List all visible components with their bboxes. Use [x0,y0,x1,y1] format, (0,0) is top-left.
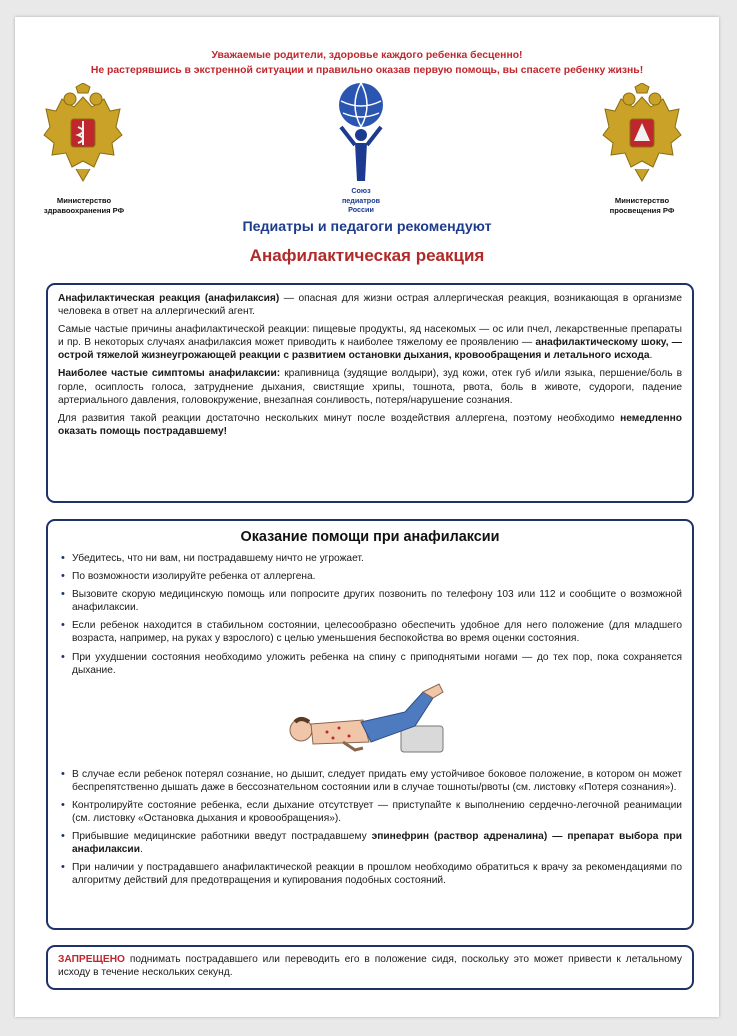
education-ministry-emblem-icon [601,83,683,187]
first-aid-box [46,519,694,930]
epinephrine-text: Прибывшие медицинские работники введут пострадавшему [72,831,372,843]
list-item-epinephrine [58,830,682,856]
union-line2: педиатров [341,195,381,205]
union-line3: России [348,205,374,214]
health-ministry-label [24,196,144,216]
education-ministry-line1: Министерство [614,196,670,205]
first-aid-heading: Оказание помощи при анафилаксии [240,529,500,545]
urgency-bold: немедленно оказать помощь пострадавшему! [58,412,682,437]
list-item: • Вызовите скорую медицинскую помощь или попросите других позвонить по телефону 103 или 112 и сообщите о возможной анафилаксии. [58,588,682,614]
epinephrine-end: . [139,844,143,856]
child-lying-legs-raised-illustration [58,682,682,762]
list-item: • Если ребенок находится в стабильном состоянии, целесообразно обеспечить удобное для него положение (для младшего возраста, например, на руках у взрослого) с целью уменьшения беспокойства во время оценки состояния. [58,619,682,645]
causes-end: . [649,350,653,362]
intro-box [46,283,694,503]
pediatric-union-emblem-icon [331,81,391,187]
causes-bold: анафилактическому шоку, — острой тяжелой жизнеугрожающей реакции с развитием остановки дыхания, кровообращения и летального исхода [58,337,682,362]
recommendation-subtitle: Педиатры и педагоги рекомендуют [242,219,492,235]
list-item: • Убедитесь, что ни вам, ни пострадавшему ничто не угрожает. [58,552,682,565]
symptoms-heading: Наиболее частые симптомы анафилаксии: [58,368,281,380]
list-item: • В случае если ребенок потерял сознание, но дышит, следует придать ему устойчивое боковое положение, в котором он может беспрепятственно дышать даже в бессознательном состоянии или в случае тошноты/рвоты (см. листовку «Потеря сознания»). [58,768,682,794]
recovery-position-icon [283,682,463,762]
intro-symptoms [58,367,682,406]
list-item: • Контролируйте состояние ребенка, если дыхание отсутствует — приступайте к выполнению сердечно-легочной реанимации (см. листовку «Остановка дыхания и кровообращения»). [58,799,682,825]
header-line-1: Уважаемые родители, здоровье каждого ребенка бесценно! [211,50,523,61]
first-aid-list-2 [58,768,682,888]
definition-text: — опасная для жизни острая аллергическая реакция, возникающая в организме человека в ответ на аллергический агент. [58,293,682,318]
intro-urgency [58,412,682,438]
intro-definition [58,292,682,318]
intro-causes [58,323,682,362]
education-ministry-line2: просвещения РФ [609,206,675,215]
definition-term: Анафилактическая реакция (анафилаксия) [58,293,280,304]
urgency-text: Для развития такой реакции достаточно нескольких минут после воздействия аллергена, поэтому необходимо [58,412,621,424]
union-line1: Союз [351,186,371,195]
health-ministry-emblem-icon [42,83,124,187]
pediatric-union-label [326,186,396,215]
list-item: • По возможности изолируйте ребенка от аллергена. [58,570,682,583]
warning-body: поднимать пострадавшего или переводить его в положение сидя, поскольку это может привести к летальному исходу в течение нескольких секунд. [58,954,682,979]
warning-text [58,953,682,979]
first-aid-list [58,552,682,677]
page-title: Анафилактическая реакция [249,246,485,265]
causes-text: Самые частые причины анафилактической реакции: пищевые продукты, яд насекомых — ос или пчел, лекарственные препараты и пр. В некоторых случаях анафилаксия может приводить к наиболее тяжелому ее проявлению — [58,324,682,349]
symptoms-text: крапивница (зудящие волдыри), зуд кожи, отек губ и/или языка, першение/боль в горле, осиплость голоса, затруднение дыхания, свистящие хрипы, тошнота, рвота, боль в животе, судороги, падение артериального давления, головокружение, внезапная сонливость, потеря/нарушение сознания. [58,368,682,406]
education-ministry-label [582,196,702,216]
health-ministry-line1: Министерство [56,196,112,205]
warning-label: ЗАПРЕЩЕНО [58,954,125,965]
header-line-2: Не растерявшись в экстренной ситуации и правильно оказав первую помощь, вы спасете ребенку жизнь! [90,65,644,76]
epinephrine-bold: эпинефрин (раствор адреналина) — препарат выбора при анафилаксии [72,831,682,856]
list-item: • При наличии у пострадавшего анафилактической реакции в прошлом необходимо обратиться к врачу за рекомендациями по алгоритму действий для предотвращения и купирования подобных состояний. [58,861,682,887]
warning-box [46,945,694,990]
health-ministry-line2: здравоохранения РФ [43,206,125,215]
leaflet-page [15,17,719,1017]
list-item: • При ухудшении состояния необходимо уложить ребенка на спину с приподнятыми ногами — до тех пор, пока сохраняется дыхание. [58,651,682,677]
